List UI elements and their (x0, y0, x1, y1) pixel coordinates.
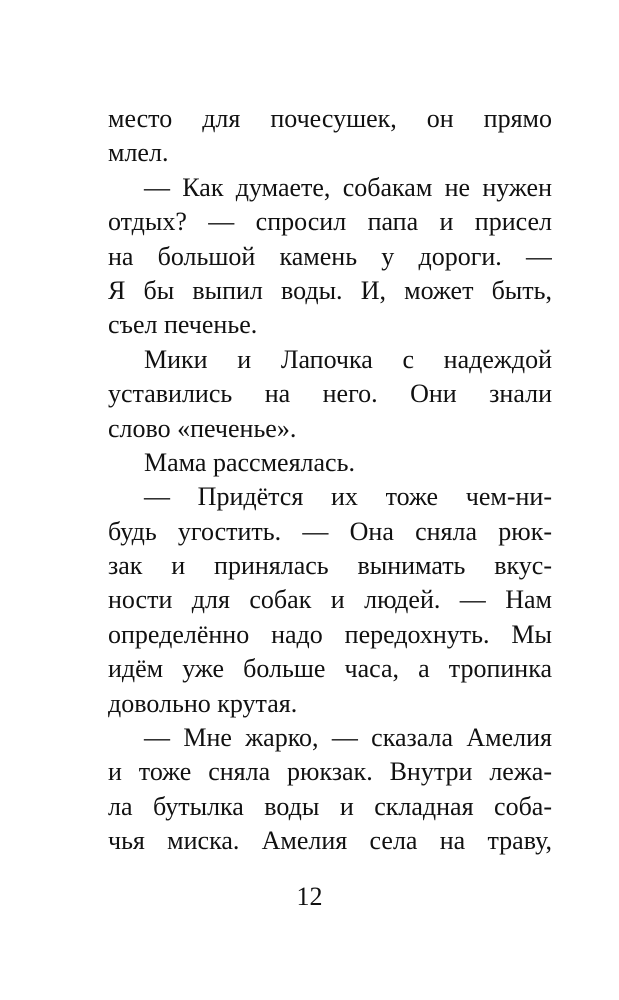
text-line: отдых? — спросил папа и присел (108, 207, 552, 237)
text-line: — Мне жарко, — сказала Амелия (144, 723, 552, 753)
text-line: будь угостить. — Она сняла рюк- (108, 516, 552, 546)
text-line: уставились на него. Они знали (108, 379, 552, 409)
text-line: — Как думаете, собакам не нужен (144, 172, 552, 202)
text-line: идём уже больше часа, а тропинка (108, 654, 552, 684)
text-line: довольно крутая. (108, 688, 298, 718)
text-line: слово «печенье». (108, 413, 297, 443)
text-line: Я бы выпил воды. И, может быть, (108, 275, 552, 305)
text-line: млел. (108, 138, 169, 168)
text-line: — Придётся их тоже чем-ни- (144, 482, 552, 512)
text-line: Мики и Лапочка с надеждой (144, 344, 552, 374)
text-line: ла бутылка воды и складная соба- (108, 791, 552, 821)
text-line: чья миска. Амелия села на траву, (108, 826, 552, 856)
text-line: зак и принялась вынимать вкус- (108, 551, 552, 581)
text-line: определённо надо передохнуть. Мы (108, 619, 552, 649)
text-line: ности для собак и людей. — Нам (108, 585, 552, 615)
text-line: на большой камень у дороги. — (108, 241, 552, 271)
text-line: место для почесушек, он прямо (108, 104, 552, 133)
text-line: и тоже сняла рюкзак. Внутри лежа- (108, 757, 552, 787)
text-line: съел печенье. (108, 310, 258, 340)
text-line: Мама рассмеялась. (144, 447, 355, 477)
page-number: 12 (296, 882, 323, 911)
body-text (108, 102, 552, 859)
